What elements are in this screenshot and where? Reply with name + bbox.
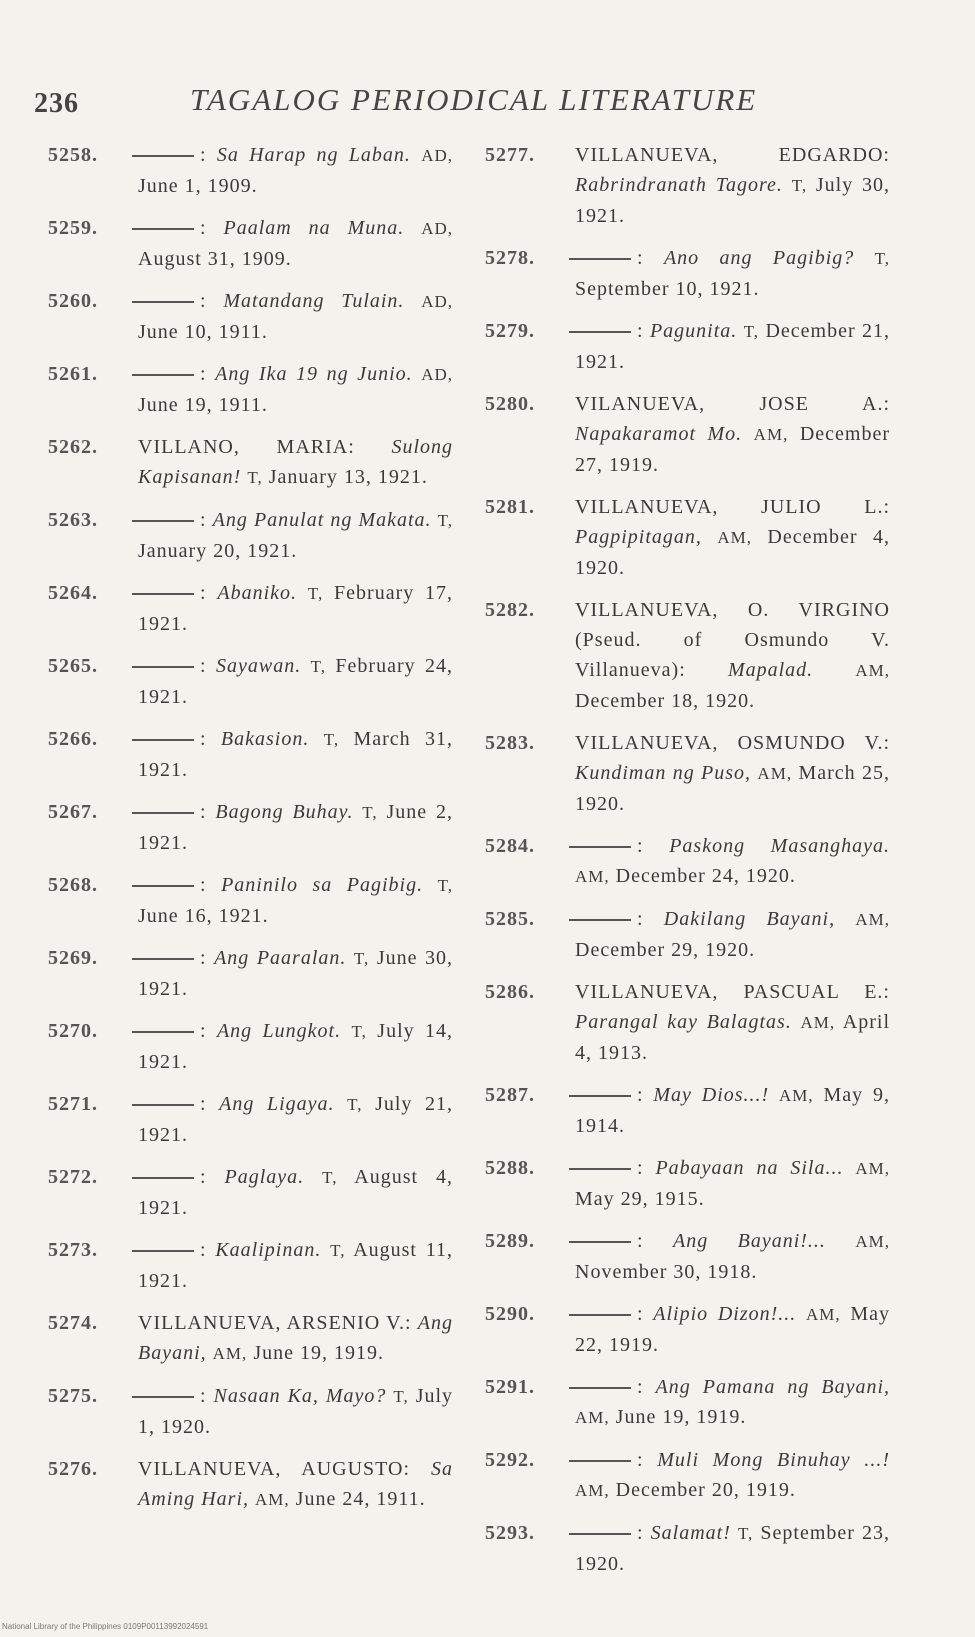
entry-number: 5258. xyxy=(48,144,98,166)
ditto-dash xyxy=(132,885,194,887)
entry-date: December 20, 1919. xyxy=(615,1479,796,1501)
ditto-dash xyxy=(569,331,631,333)
entry-title: Sa Harap ng Laban. xyxy=(216,144,411,166)
entry-periodical: T, xyxy=(351,1022,367,1041)
entry-number: 5260. xyxy=(48,290,98,312)
ditto-dash xyxy=(569,1460,631,1462)
bibliography-entry: 5258. : Sa Harap ng Laban. AD, June 1, 1909. xyxy=(48,140,453,201)
bibliography-entry: 5260. : Matandang Tulain. AD, June 10, 1911. xyxy=(48,286,453,347)
bibliography-entry: 5267. : Bagong Buhay. T, June 2, 1921. xyxy=(48,797,453,858)
entry-date: January 20, 1921. xyxy=(138,540,298,562)
entry-periodical: AM, xyxy=(800,1013,836,1032)
entry-periodical: T, xyxy=(307,584,324,603)
entry-title: Matandang Tulain. xyxy=(223,290,405,312)
ditto-dash xyxy=(132,593,194,595)
right-column xyxy=(485,140,890,1591)
entry-periodical: T, xyxy=(247,468,263,487)
entry-title: May Dios...! xyxy=(653,1084,770,1106)
bibliography-entry: 5271. : Ang Ligaya. T, July 21, 1921. xyxy=(48,1089,453,1150)
ditto-dash xyxy=(569,258,631,260)
bibliography-entry xyxy=(48,1454,453,1515)
entry-number: 5291. xyxy=(485,1376,535,1398)
entry-periodical: AM, xyxy=(855,661,891,680)
bibliography-entry: 5264. : Abaniko. T, February 17, 1921. xyxy=(48,578,453,639)
entry-title: Bakasion. xyxy=(220,728,310,750)
entry-periodical: AD, xyxy=(421,292,454,311)
entry-periodical: T, xyxy=(362,803,378,822)
ditto-dash xyxy=(569,1533,631,1535)
entry-number: 5261. xyxy=(48,363,98,385)
entry-title: Paglaya. xyxy=(224,1166,305,1188)
entry-periodical: AM, xyxy=(212,1344,248,1363)
entry-date: July 1, 1920. xyxy=(138,1385,454,1438)
entry-number: 5269. xyxy=(48,947,98,969)
entry-title: Sayawan. xyxy=(215,655,302,677)
entry-periodical: T, xyxy=(737,1524,754,1543)
bibliography-entry: 5290. : Alipio Dizon!... AM, May 22, 1919. xyxy=(485,1299,890,1360)
entry-periodical: T, xyxy=(310,657,326,676)
entry-title: Pagpipitagan, xyxy=(575,526,702,548)
entry-periodical: AM, xyxy=(779,1086,814,1105)
entry-title: Nasaan Ka, Mayo? xyxy=(213,1385,387,1407)
ditto-dash xyxy=(569,1241,631,1243)
entry-date: December 4, 1920. xyxy=(575,526,891,579)
entry-title: Kaalipinan. xyxy=(215,1239,322,1261)
entry-date: March 31, 1921. xyxy=(138,728,454,781)
entry-title: Dakilang Bayani, xyxy=(663,908,836,930)
ditto-dash xyxy=(132,1104,194,1106)
entry-periodical: T, xyxy=(353,949,370,968)
entry-number: 5282. xyxy=(485,599,535,621)
bibliography-entry xyxy=(485,140,890,231)
ditto-dash xyxy=(569,1168,631,1170)
bibliography-entry xyxy=(485,492,890,583)
entry-date: December 27, 1919. xyxy=(575,423,890,476)
entry-author: VILLANUEVA, OSMUNDO V.: xyxy=(575,732,890,754)
running-title: TAGALOG PERIODICAL LITERATURE xyxy=(190,82,758,117)
entry-date: December 24, 1920. xyxy=(615,865,796,887)
bibliography-entry xyxy=(485,595,890,716)
ditto-dash xyxy=(132,520,194,522)
ditto-dash xyxy=(569,1387,631,1389)
entry-date: June 19, 1919. xyxy=(615,1406,747,1428)
entry-number: 5275. xyxy=(48,1385,98,1407)
entry-periodical: AM, xyxy=(855,910,891,929)
bibliography-entry xyxy=(485,977,890,1068)
ditto-dash xyxy=(132,1250,194,1252)
bibliography-entry: 5291. : Ang Pamana ng Bayani, AM, June 19, 1919. xyxy=(485,1372,890,1433)
entry-title: Kundiman ng Puso, xyxy=(575,762,752,784)
entry-date: August 11, 1921. xyxy=(138,1239,454,1292)
ditto-dash xyxy=(132,739,194,741)
entry-periodical: AM, xyxy=(717,528,752,547)
entry-periodical: T, xyxy=(347,1095,363,1114)
entry-number: 5284. xyxy=(485,835,535,857)
entry-date: June 10, 1911. xyxy=(138,321,268,343)
entry-author: VILLANUEVA, ARSENIO V.: xyxy=(138,1312,412,1334)
entry-number: 5267. xyxy=(48,801,98,823)
entry-title: Pagunita. xyxy=(649,320,738,342)
entry-title: Paskong Masanghaya. xyxy=(669,835,891,857)
entry-number: 5290. xyxy=(485,1303,535,1325)
entry-title: Rabrindranath Tagore. xyxy=(575,174,783,196)
entry-periodical: AM, xyxy=(575,1408,610,1427)
ditto-dash xyxy=(132,958,194,960)
bibliography-entry: 5266. : Bakasion. T, March 31, 1921. xyxy=(48,724,453,785)
entry-title: Ang Bayani, xyxy=(138,1312,453,1364)
entry-periodical: T, xyxy=(791,176,808,195)
bibliography-entry: 5270. : Ang Lungkot. T, July 14, 1921. xyxy=(48,1016,453,1077)
entry-number: 5265. xyxy=(48,655,98,677)
bibliography-entry: 5292. : Muli Mong Binuhay ...! AM, December 20, 1919. xyxy=(485,1445,890,1506)
entry-title: Ang Bayani!... xyxy=(672,1230,826,1252)
entry-author: VILLANUEVA, O. VIRGINO (Pseud. of Osmundo V. Villanueva): xyxy=(575,599,890,681)
bibliography-entry: 5287. : May Dios...! AM, May 9, 1914. xyxy=(485,1080,890,1141)
entry-date: June 2, 1921. xyxy=(138,801,454,854)
entry-title: Ang Ika 19 ng Junio. xyxy=(215,363,413,385)
entry-title: Paalam na Muna. xyxy=(223,217,405,239)
entry-title: Sa Aming Hari, xyxy=(138,1458,454,1510)
entry-number: 5259. xyxy=(48,217,98,239)
entry-periodical: T, xyxy=(393,1387,409,1406)
bibliography-entry: 5259. : Paalam na Muna. AD, August 31, 1909. xyxy=(48,213,453,274)
entry-number: 5286. xyxy=(485,981,535,1003)
entry-date: June 30, 1921. xyxy=(138,947,454,1000)
entry-date: July 30, 1921. xyxy=(575,174,891,227)
entry-date: September 23, 1920. xyxy=(575,1522,890,1575)
left-column xyxy=(48,140,453,1527)
entry-periodical: AM, xyxy=(757,764,793,783)
entry-date: May 22, 1919. xyxy=(575,1303,891,1356)
entry-date: May 9, 1914. xyxy=(575,1084,891,1137)
bibliography-entry xyxy=(48,432,453,493)
bibliography-entry: 5261. : Ang Ika 19 ng Junio. AD, June 19, 1911. xyxy=(48,359,453,420)
bibliography-entry xyxy=(48,1308,453,1369)
entry-periodical: AM, xyxy=(855,1159,890,1178)
entry-title: Salamat! xyxy=(650,1522,731,1544)
entry-number: 5268. xyxy=(48,874,98,896)
bibliography-entry xyxy=(485,728,890,819)
entry-number: 5273. xyxy=(48,1239,98,1261)
entry-number: 5283. xyxy=(485,732,535,754)
ditto-dash xyxy=(132,374,194,376)
entry-date: September 10, 1921. xyxy=(575,278,760,300)
bibliography-entry: 5268. : Paninilo sa Pagibig. T, June 16, 1921. xyxy=(48,870,453,931)
entry-periodical: T, xyxy=(437,876,453,895)
entry-periodical: AD, xyxy=(421,365,454,384)
entry-number: 5277. xyxy=(485,144,535,166)
entry-number: 5289. xyxy=(485,1230,535,1252)
page-number: 236 xyxy=(34,88,79,119)
entry-date: February 24, 1921. xyxy=(138,655,454,708)
entry-date: May 29, 1915. xyxy=(575,1188,705,1210)
entry-date: February 17, 1921. xyxy=(138,582,454,635)
entry-title: Ang Paaralan. xyxy=(214,947,347,969)
entry-periodical: T, xyxy=(330,1241,346,1260)
ditto-dash xyxy=(132,155,194,157)
entry-periodical: AM, xyxy=(753,425,789,444)
entry-number: 5263. xyxy=(48,509,98,531)
entry-date: July 14, 1921. xyxy=(138,1020,454,1073)
entry-author: VILLANUEVA, JULIO L.: xyxy=(575,496,890,518)
entry-number: 5285. xyxy=(485,908,535,930)
bibliography-entry: 5272. : Paglaya. T, August 4, 1921. xyxy=(48,1162,453,1223)
bibliography-entry: 5273. : Kaalipinan. T, August 11, 1921. xyxy=(48,1235,453,1296)
entry-title: Parangal kay Balagtas. xyxy=(575,1011,792,1033)
entry-date: July 21, 1921. xyxy=(138,1093,454,1146)
entry-date: December 29, 1920. xyxy=(575,939,756,961)
entry-periodical: AM, xyxy=(575,867,610,886)
ditto-dash xyxy=(132,1177,194,1179)
entry-periodical: T, xyxy=(322,1168,338,1187)
entry-author: VILLANO, MARIA: xyxy=(138,436,355,458)
entry-date: June 1, 1909. xyxy=(138,175,258,197)
entry-number: 5280. xyxy=(485,393,535,415)
entry-title: Pabayaan na Sila... xyxy=(655,1157,844,1179)
entry-number: 5262. xyxy=(48,436,98,458)
entry-author: VILLANUEVA, AUGUSTO: xyxy=(138,1458,411,1480)
entry-number: 5292. xyxy=(485,1449,535,1471)
entry-author: VILLANUEVA, PASCUAL E.: xyxy=(575,981,890,1003)
entry-periodical: AM, xyxy=(255,1490,290,1509)
entry-date: August 4, 1921. xyxy=(138,1166,454,1219)
entry-number: 5287. xyxy=(485,1084,535,1106)
entry-periodical: AD, xyxy=(421,219,453,238)
entry-number: 5276. xyxy=(48,1458,98,1480)
entry-number: 5279. xyxy=(485,320,535,342)
entry-title: Muli Mong Binuhay ...! xyxy=(657,1449,890,1471)
ditto-dash xyxy=(569,1314,631,1316)
ditto-dash xyxy=(569,919,631,921)
entry-title: Ang Panulat ng Makata. xyxy=(212,509,432,531)
entry-number: 5266. xyxy=(48,728,98,750)
bibliography-entry xyxy=(485,389,890,480)
entry-date: June 19, 1911. xyxy=(138,394,268,416)
entry-title: Ang Ligaya. xyxy=(219,1093,335,1115)
ditto-dash xyxy=(132,1031,194,1033)
entry-author: VILANUEVA, JOSE A.: xyxy=(575,393,890,415)
entry-date: November 30, 1918. xyxy=(575,1261,758,1283)
entry-number: 5270. xyxy=(48,1020,98,1042)
bibliography-entry: 5278. : Ano ang Pagibig? T, September 10, 1921. xyxy=(485,243,890,304)
entry-date: December 21, 1921. xyxy=(575,320,891,373)
entry-title: Mapalad. xyxy=(727,659,814,681)
entry-title: Paninilo sa Pagibig. xyxy=(221,874,424,896)
entry-periodical: T, xyxy=(323,730,340,749)
bibliography-entry: 5275. : Nasaan Ka, Mayo? T, July 1, 1920. xyxy=(48,1381,453,1442)
entry-number: 5271. xyxy=(48,1093,98,1115)
entry-periodical: AM, xyxy=(806,1305,841,1324)
bibliography-entry: 5293. : Salamat! T, September 23, 1920. xyxy=(485,1518,890,1579)
ditto-dash xyxy=(132,666,194,668)
entry-number: 5272. xyxy=(48,1166,98,1188)
ditto-dash xyxy=(132,301,194,303)
bibliography-entry: 5269. : Ang Paaralan. T, June 30, 1921. xyxy=(48,943,453,1004)
ditto-dash xyxy=(569,1095,631,1097)
entry-title: Napakaramot Mo. xyxy=(575,423,743,445)
entry-title: Sulong Kapisanan! xyxy=(138,436,453,488)
entry-author: VILLANUEVA, EDGARDO: xyxy=(575,144,890,166)
entry-title: Abaniko. xyxy=(217,582,298,604)
entry-title: Ano ang Pagibig? xyxy=(663,247,855,269)
entry-number: 5293. xyxy=(485,1522,535,1544)
entry-title: Bagong Buhay. xyxy=(215,801,354,823)
entry-number: 5264. xyxy=(48,582,98,604)
bibliography-entry: 5279. : Pagunita. T, December 21, 1921. xyxy=(485,316,890,377)
entry-periodical: AM, xyxy=(575,1481,610,1500)
entry-periodical: AD, xyxy=(421,146,454,165)
scan-credit: National Library of the Philippines 0109P00113992024591 xyxy=(2,1622,209,1631)
entry-title: Ang Lungkot. xyxy=(216,1020,342,1042)
bibliography-entry: 5263. : Ang Panulat ng Makata. T, January 20, 1921. xyxy=(48,505,453,566)
entry-date: June 19, 1919. xyxy=(253,1342,384,1364)
ditto-dash xyxy=(132,1396,194,1398)
entry-date: June 24, 1911. xyxy=(295,1488,426,1510)
entry-title: Alipio Dizon!... xyxy=(653,1303,797,1325)
bibliography-entry: 5289. : Ang Bayani!... AM, November 30, 1918. xyxy=(485,1226,890,1287)
entry-date: March 25, 1920. xyxy=(575,762,890,815)
ditto-dash xyxy=(132,228,194,230)
entry-periodical: T, xyxy=(874,249,891,268)
entry-number: 5274. xyxy=(48,1312,98,1334)
entry-periodical: T, xyxy=(437,511,454,530)
entry-date: June 16, 1921. xyxy=(138,905,269,927)
entry-number: 5278. xyxy=(485,247,535,269)
bibliography-entry: 5288. : Pabayaan na Sila... AM, May 29, 1915. xyxy=(485,1153,890,1214)
entry-number: 5281. xyxy=(485,496,535,518)
bibliography-entry: 5265. : Sayawan. T, February 24, 1921. xyxy=(48,651,453,712)
entry-date: April 4, 1913. xyxy=(575,1011,890,1064)
bibliography-entry: 5285. : Dakilang Bayani, AM, December 29, 1920. xyxy=(485,904,890,965)
entry-periodical: T, xyxy=(743,322,760,341)
bibliography-entry: 5284. : Paskong Masanghaya. AM, December 24, 1920. xyxy=(485,831,890,892)
ditto-dash xyxy=(569,846,631,848)
ditto-dash xyxy=(132,812,194,814)
entry-title: Ang Pamana ng Bayani, xyxy=(655,1376,891,1398)
entry-date: January 13, 1921. xyxy=(268,466,428,488)
entry-number: 5288. xyxy=(485,1157,535,1179)
entry-periodical: AM, xyxy=(855,1232,891,1251)
entry-date: December 18, 1920. xyxy=(575,690,756,712)
entry-date: August 31, 1909. xyxy=(138,248,292,270)
